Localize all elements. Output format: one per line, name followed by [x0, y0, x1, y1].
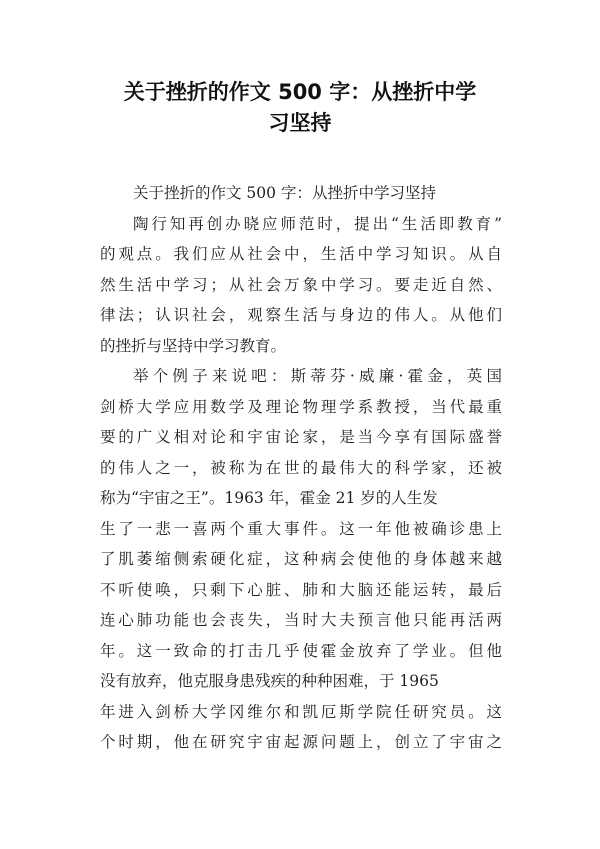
body-line: 生了一悲一喜两个重大事件。这一年他被确诊患上	[100, 519, 502, 538]
body-line-paragraph2-start: 举个例子来说吧：斯蒂芬·威廉·霍金，英国	[133, 367, 502, 385]
body-line-paragraph1-start: 陶行知再创办晓应师范时，提出“生活即教育”	[133, 214, 502, 233]
document-body	[100, 178, 502, 758]
body-line-subtitle: 关于挫折的作文 500 字：从挫折中学习坚持	[133, 184, 436, 202]
body-line: 了肌萎缩侧索硬化症，这种病会使他的身体越来越	[100, 550, 502, 568]
title-line-1: 关于挫折的作文 500 字：从挫折中学	[123, 80, 477, 104]
body-line: 年进入剑桥大学冈维尔和凯厄斯学院任研究员。这	[100, 702, 502, 721]
body-line: 然生活中学习；从社会万象中学习。要走近自然、	[100, 275, 502, 294]
body-line-paragraph1-end: 的挫折与坚持中学习教育。	[100, 336, 287, 355]
body-line: 律法；认识社会，观察生活与身边的伟人。从他们	[100, 306, 502, 324]
document-title	[90, 76, 510, 137]
body-line: 不听使唤，只剩下心脏、肺和大脑还能运转，最后	[100, 580, 502, 599]
body-line: 没有放弃，他克服身患残疾的种种困难，于 1965	[100, 672, 439, 690]
body-line: 称为“宇宙之王”。1963 年，霍金 21 岁的人生发	[100, 489, 438, 507]
body-line: 年。这一致命的打击几乎使霍金放弃了学业。但他	[100, 641, 502, 660]
title-line-2: 习坚持	[268, 110, 332, 135]
body-line: 剑桥大学应用数学及理论物理学系教授，当代最重	[100, 397, 502, 416]
body-line: 要的广义相对论和宇宙论家，是当今享有国际盛誉	[100, 428, 502, 446]
body-line: 个时期，他在研究宇宙起源问题上，创立了宇宙之	[100, 733, 502, 751]
body-line: 的观点。我们应从社会中，生活中学习知识。从自	[100, 245, 502, 263]
body-line: 连心肺功能也会丧失，当时大夫预言他只能再活两	[100, 611, 502, 629]
body-line: 的伟人之一，被称为在世的最伟大的科学家，还被	[100, 458, 502, 477]
